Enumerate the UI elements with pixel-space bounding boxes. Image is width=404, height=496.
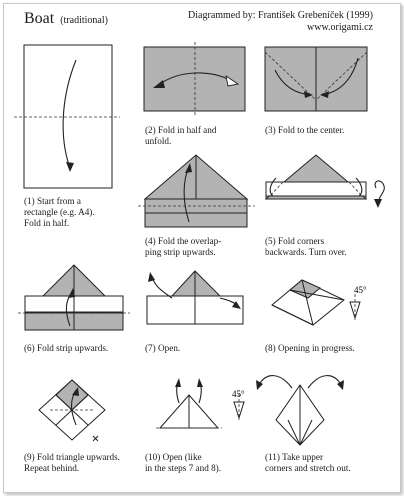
step5-figure bbox=[266, 155, 384, 208]
step3-figure bbox=[265, 47, 367, 111]
step8-caption: (8) Opening in progress. bbox=[265, 343, 355, 353]
step11-caption: (11) Take upper corners and stretch out. bbox=[265, 452, 351, 473]
step6-caption: (6) Fold strip upwards. bbox=[24, 343, 109, 353]
step10-caption: (10) Open (like in the steps 7 and 8). bbox=[145, 452, 222, 473]
angle-label-1: 45° bbox=[354, 285, 367, 295]
step7-figure bbox=[147, 271, 243, 324]
step1-figure bbox=[14, 45, 120, 188]
step10-figure bbox=[156, 378, 244, 428]
step2-caption: (2) Fold in half and unfold. bbox=[145, 125, 217, 146]
step9-figure bbox=[39, 380, 105, 441]
step6-figure bbox=[18, 265, 130, 330]
title-text: Boat bbox=[24, 10, 55, 27]
step9-caption: (9) Fold triangle upwards. Repeat behind. bbox=[24, 452, 120, 473]
step3-caption: (3) Fold to the center. bbox=[265, 125, 345, 135]
step11-figure bbox=[256, 376, 344, 445]
step5-caption: (5) Fold corners backwards. Turn over. bbox=[265, 236, 347, 257]
subtitle-text: (traditional) bbox=[60, 15, 108, 26]
angle-label-2: 45° bbox=[232, 389, 245, 399]
credit-author: Diagrammed by: František Grebeníček (1999) bbox=[188, 10, 373, 21]
step2-figure bbox=[144, 42, 245, 116]
step4-figure bbox=[138, 155, 255, 227]
step4-caption: (4) Fold the overlap- ping strip upwards. bbox=[145, 236, 222, 257]
step7-caption: (7) Open. bbox=[145, 343, 181, 353]
step1-caption: (1) Start from a rectangle (e.g. A4). Fold in half. bbox=[24, 196, 95, 228]
step8-figure bbox=[272, 280, 360, 325]
credit-url: www.origami.cz bbox=[307, 22, 373, 33]
